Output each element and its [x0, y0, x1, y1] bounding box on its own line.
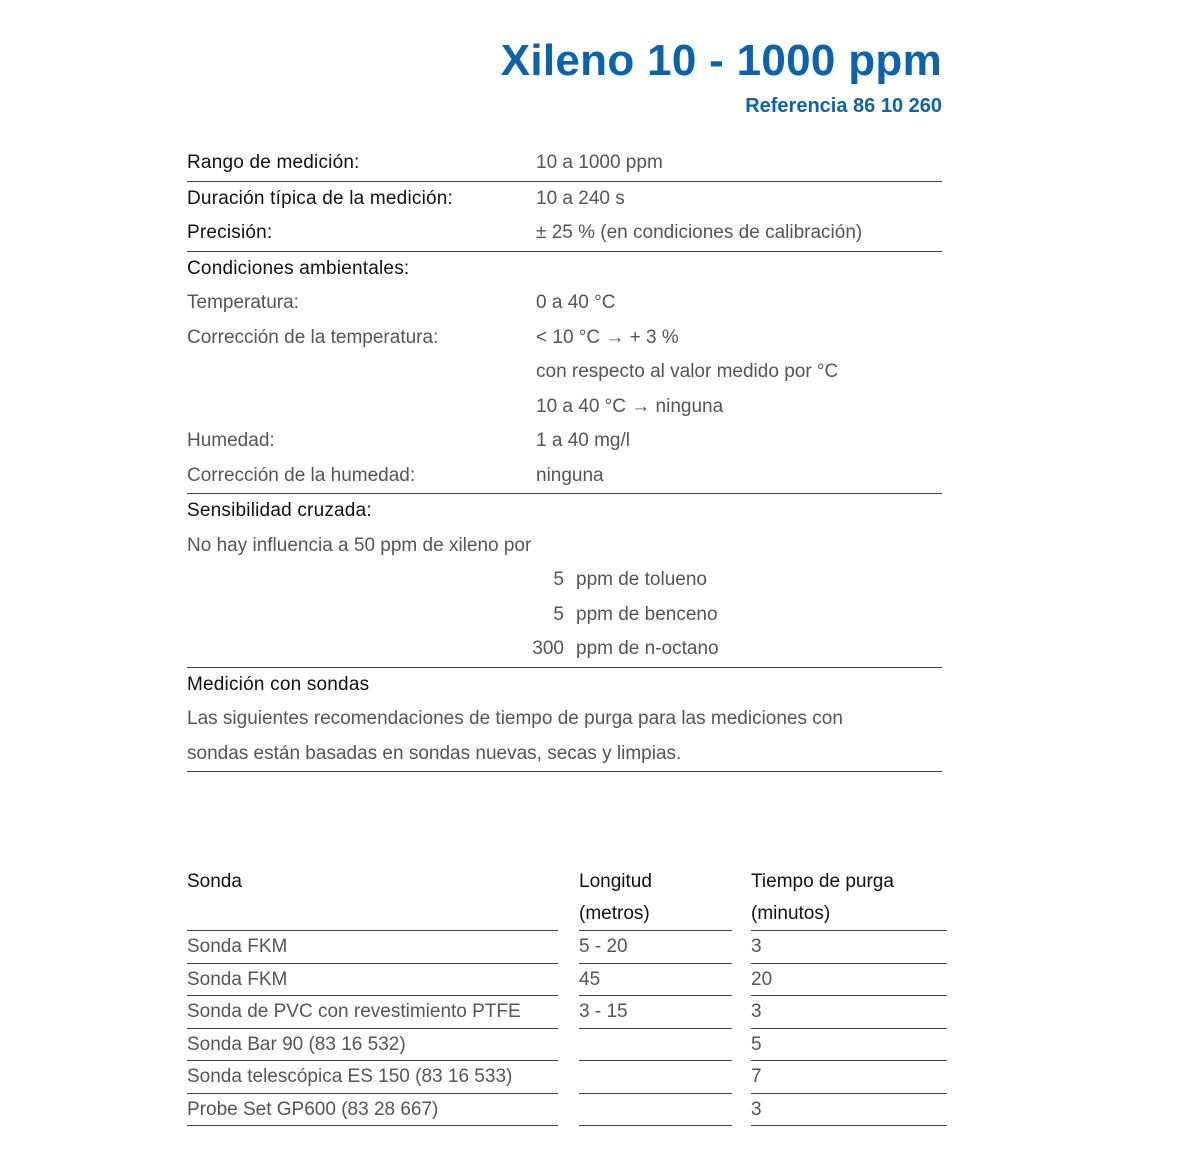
spec-label: Corrección de la humedad:: [187, 464, 416, 486]
spec-label: Precisión:: [187, 222, 273, 243]
spec-row-humidity-corr: [187, 459, 942, 495]
spec-row-temp-corr-3: [187, 390, 942, 425]
spec-value: con respecto al valor medido por °C: [536, 361, 839, 382]
spec-label: Duración típica de la medición:: [187, 187, 454, 209]
column-header-purge: [751, 866, 947, 931]
cross-sensitivity-item: [187, 632, 942, 668]
probe-name: Sonda FKM: [187, 964, 558, 997]
cross-sensitivity-amount: 5: [553, 603, 564, 625]
purge-time: 3: [751, 1094, 947, 1127]
spec-value: ninguna: [536, 464, 604, 486]
spec-list: [187, 146, 942, 772]
spec-value: < 10 °C → + 3 %: [536, 326, 679, 348]
probe-length: [579, 1094, 732, 1127]
spec-row-range: [187, 146, 942, 182]
spec-label: Corrección de la temperatura:: [187, 326, 439, 348]
probe-name: Sonda Bar 90 (83 16 532): [187, 1029, 558, 1062]
spec-label: Temperatura:: [187, 292, 299, 313]
table-row: [187, 1029, 947, 1062]
cross-sensitivity-intro-row: [187, 529, 942, 564]
spec-row-duration: [187, 182, 942, 217]
column-header-label: Sonda: [187, 871, 242, 892]
table-row: [187, 931, 947, 964]
probe-length: [579, 1029, 732, 1062]
spec-row-temp-corr: [187, 321, 942, 356]
table-row: [187, 996, 947, 1029]
spec-value: ± 25 % (en condiciones de calibración): [536, 222, 863, 243]
cross-sensitivity-amount: 300: [532, 638, 564, 659]
cross-sensitivity-item: [187, 563, 942, 598]
spec-value: 1 a 40 mg/l: [536, 430, 630, 451]
cross-sensitivity-amount: 5: [553, 569, 564, 590]
column-header-label: Tiempo de purga: [751, 871, 894, 892]
spec-row-temp: [187, 286, 942, 321]
cross-sensitivity-intro: No hay influencia a 50 ppm de xileno por: [187, 534, 532, 556]
cross-sensitivity-item: [187, 598, 942, 633]
spec-value: 10 a 40 °C → ninguna: [536, 395, 724, 417]
page-title: Xileno 10 - 1000 ppm: [500, 36, 942, 85]
cross-sensitivity-heading-row: [187, 494, 942, 529]
table-row: [187, 1061, 947, 1094]
purge-time: 3: [751, 996, 947, 1029]
probe-length: [579, 1061, 732, 1094]
spec-row-humidity: [187, 424, 942, 459]
spec-row-precision: [187, 216, 942, 252]
section-heading: Medición con sondas: [187, 673, 370, 695]
probe-length: 3 - 15: [579, 996, 732, 1029]
column-header-label: Longitud: [579, 871, 652, 892]
probe-table: [187, 866, 947, 1126]
spec-label: Humedad:: [187, 430, 275, 451]
table-row: [187, 1094, 947, 1127]
probes-text-row: [187, 702, 942, 737]
spec-row-temp-corr-2: [187, 355, 942, 390]
purge-time: 3: [751, 931, 947, 964]
spec-row-env: [187, 252, 942, 287]
probe-name: Sonda de PVC con revestimiento PTFE: [187, 996, 558, 1029]
purge-time: 5: [751, 1029, 947, 1062]
column-header-probe: [187, 866, 558, 931]
cross-sensitivity-gas: ppm de n-octano: [576, 638, 719, 659]
probes-paragraph: Las siguientes recomendaciones de tiempo de purga para las mediciones con: [187, 708, 843, 729]
reference-number: Referencia 86 10 260: [745, 95, 942, 117]
section-heading: Condiciones ambientales:: [187, 257, 410, 279]
column-header-unit: (metros): [579, 903, 650, 924]
probe-name: Probe Set GP600 (83 28 667): [187, 1094, 558, 1127]
spec-label: Rango de medición:: [187, 152, 360, 173]
probe-name: Sonda telescópica ES 150 (83 16 533): [187, 1061, 558, 1094]
probe-name: Sonda FKM: [187, 931, 558, 964]
probe-length: 45: [579, 964, 732, 997]
probes-paragraph: sondas están basadas en sondas nuevas, secas y limpias.: [187, 742, 682, 764]
column-header-length: [579, 866, 732, 931]
table-header: [187, 866, 947, 931]
purge-time: 20: [751, 964, 947, 997]
cross-sensitivity-gas: ppm de benceno: [576, 603, 718, 625]
spec-value: 0 a 40 °C: [536, 292, 616, 313]
probe-length: 5 - 20: [579, 931, 732, 964]
spec-value: 10 a 1000 ppm: [536, 152, 663, 173]
spec-value: 10 a 240 s: [536, 187, 625, 209]
purge-time: 7: [751, 1061, 947, 1094]
section-heading: Sensibilidad cruzada:: [187, 500, 372, 521]
table-row: [187, 964, 947, 997]
cross-sensitivity-gas: ppm de tolueno: [576, 569, 707, 590]
column-header-unit: (minutos): [751, 903, 831, 924]
probes-text-row: [187, 737, 942, 773]
probes-heading-row: [187, 668, 942, 703]
